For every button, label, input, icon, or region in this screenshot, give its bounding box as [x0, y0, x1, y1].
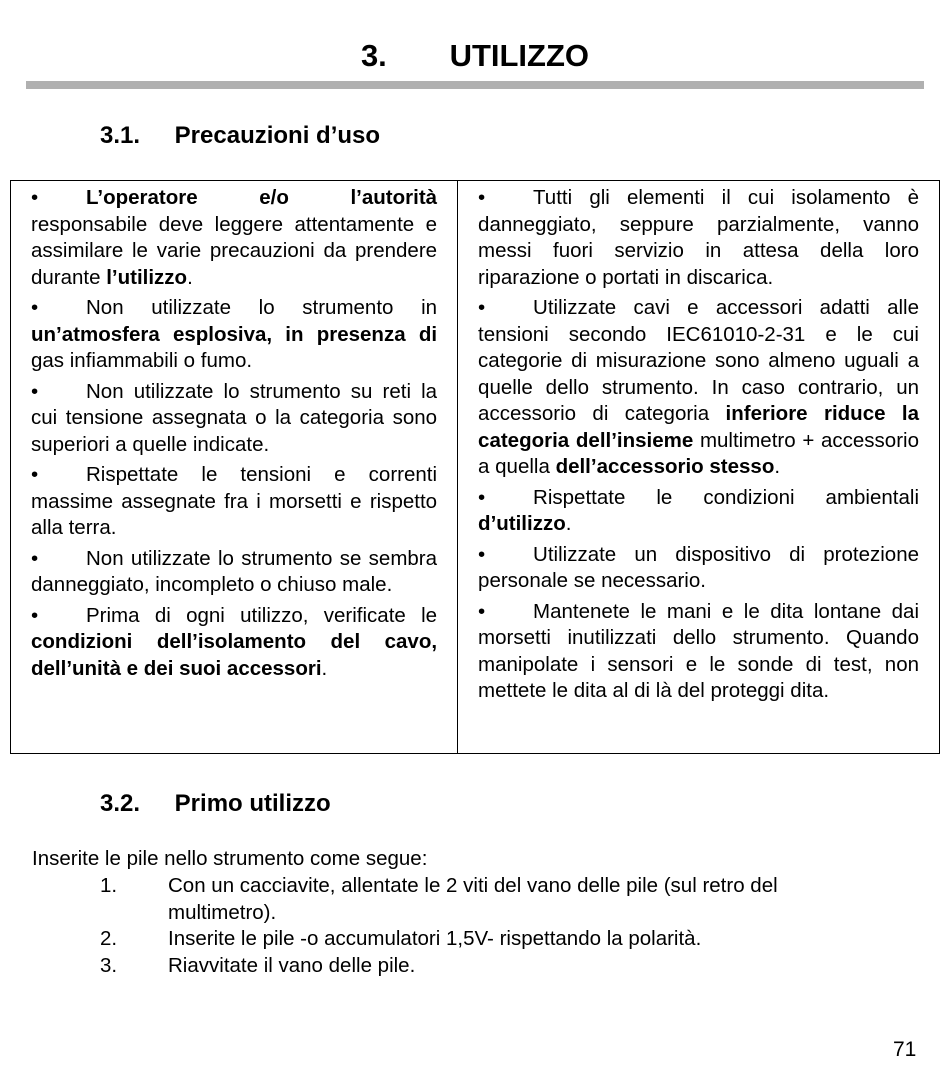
item-text: Rispettate le tensioni e correnti massime assegnate fra i morsetti e rispetto alla terra. [31, 463, 438, 539]
bullet-marker: • [31, 379, 39, 403]
section-title: Precauzioni d’uso [174, 122, 381, 149]
section-heading-first-use [100, 790, 331, 818]
precaution-item [478, 599, 919, 705]
bold-text: dell’accessorio stesso [555, 455, 775, 478]
item-text: Rispettate le condizioni ambientali [533, 485, 919, 509]
item-text: . [565, 512, 572, 535]
intro-text: Inserite le pile nello strumento come segue: [32, 847, 428, 870]
step-text: Riavvitate il vano delle pile. [168, 953, 416, 977]
precaution-item [478, 295, 919, 481]
chapter-title [0, 38, 950, 74]
precaution-item [31, 546, 437, 599]
list-item [0, 953, 868, 980]
section-number: 3.1. [100, 122, 141, 149]
bullet-marker: • [478, 542, 486, 566]
bold-text: condizioni dell’isolamento del cavo, dell’unità e dei suoi accessori [31, 630, 438, 680]
item-text: . [321, 656, 328, 680]
precaution-item [31, 603, 437, 683]
list-item [0, 926, 868, 953]
section-number: 3.2. [100, 790, 141, 817]
precaution-item [478, 185, 919, 291]
item-text: Tutti gli elementi il cui isolamento è danneggiato, seppure parzialmente, vanno messi fuori servizio in attesa della loro riparazione o portati in discarica. [478, 186, 919, 289]
precaution-item [478, 542, 919, 595]
bullet-marker: • [31, 186, 39, 209]
bold-text: un’atmosfera esplosiva, in presenza di [31, 322, 438, 346]
item-text: Prima di ogni utilizzo, verificate le [86, 603, 438, 627]
bold-text: inferiore riduce la categoria dell’insieme [478, 402, 919, 452]
item-text: Non utilizzate lo strumento in [86, 296, 438, 319]
item-text: Non utilizzate lo strumento se sembra danneggiato, incompleto o chiuso male. [31, 546, 438, 596]
step-number: 1. [100, 874, 118, 897]
section-heading-precautions [100, 122, 380, 150]
bullet-marker: • [478, 599, 486, 623]
steps-list [0, 873, 950, 979]
bullet-marker: • [31, 546, 39, 570]
chapter-number: 3. [360, 38, 387, 73]
item-text: Utilizzate un dispositivo di protezione personale se necessario. [478, 542, 919, 592]
precaution-item [31, 295, 437, 375]
precaution-item [31, 379, 437, 459]
title-rule [26, 81, 924, 89]
bold-text: L’operatore e/o l’autorità [86, 186, 438, 209]
bold-text: d’utilizzo [478, 512, 566, 535]
item-text: multimetro + accessorio a quella [478, 428, 919, 478]
item-text: Utilizzate cavi e accessori adatti alle tensioni secondo IEC61010-2-31 e le cui categorie di misurazione sono almeno uguali a quelle dello strumento. In caso contrario, un accessorio di categoria [478, 296, 919, 425]
precautions-left-column [11, 181, 458, 753]
list-item [0, 873, 868, 926]
bullet-marker: • [478, 485, 486, 509]
step-number: 2. [100, 927, 118, 950]
chapter-title-text: UTILIZZO [449, 38, 590, 73]
precaution-item [478, 485, 919, 538]
item-text: Mantenete le mani e le dita lontane dai morsetti inutilizzati dello strumento. Quando manipolate i sensori e le sonde di test, non mettete le dita al di là del proteggi dita. [478, 599, 919, 702]
bullet-marker: • [478, 186, 486, 209]
precautions-right-column [458, 181, 939, 753]
precautions-table [10, 180, 940, 754]
bullet-marker: • [31, 603, 39, 627]
step-text: Con un cacciavite, allentate le 2 viti del vano delle pile (sul retro del multimetro). [168, 874, 778, 924]
item-text: gas infiammabili o fumo. [31, 349, 253, 372]
item-text: . [187, 265, 193, 289]
bullet-marker: • [31, 296, 39, 319]
item-text: Non utilizzate lo strumento su reti la cui tensione assegnata o la categoria sono superiori a quelle indicate. [31, 379, 438, 456]
bold-text: l’utilizzo [106, 265, 188, 289]
precaution-item [31, 185, 437, 291]
bullet-marker: • [478, 296, 486, 319]
precaution-item [31, 462, 437, 542]
item-text: . [774, 455, 781, 478]
item-text: responsabile deve leggere attentamente e assimilare le varie precauzioni da prendere durante [31, 212, 438, 289]
step-number: 3. [100, 953, 118, 977]
bullet-marker: • [31, 463, 39, 486]
page-number: 71 [893, 1038, 917, 1061]
step-text: Inserite le pile -o accumulatori 1,5V- rispettando la polarità. [168, 927, 702, 950]
section-title: Primo utilizzo [174, 790, 331, 817]
